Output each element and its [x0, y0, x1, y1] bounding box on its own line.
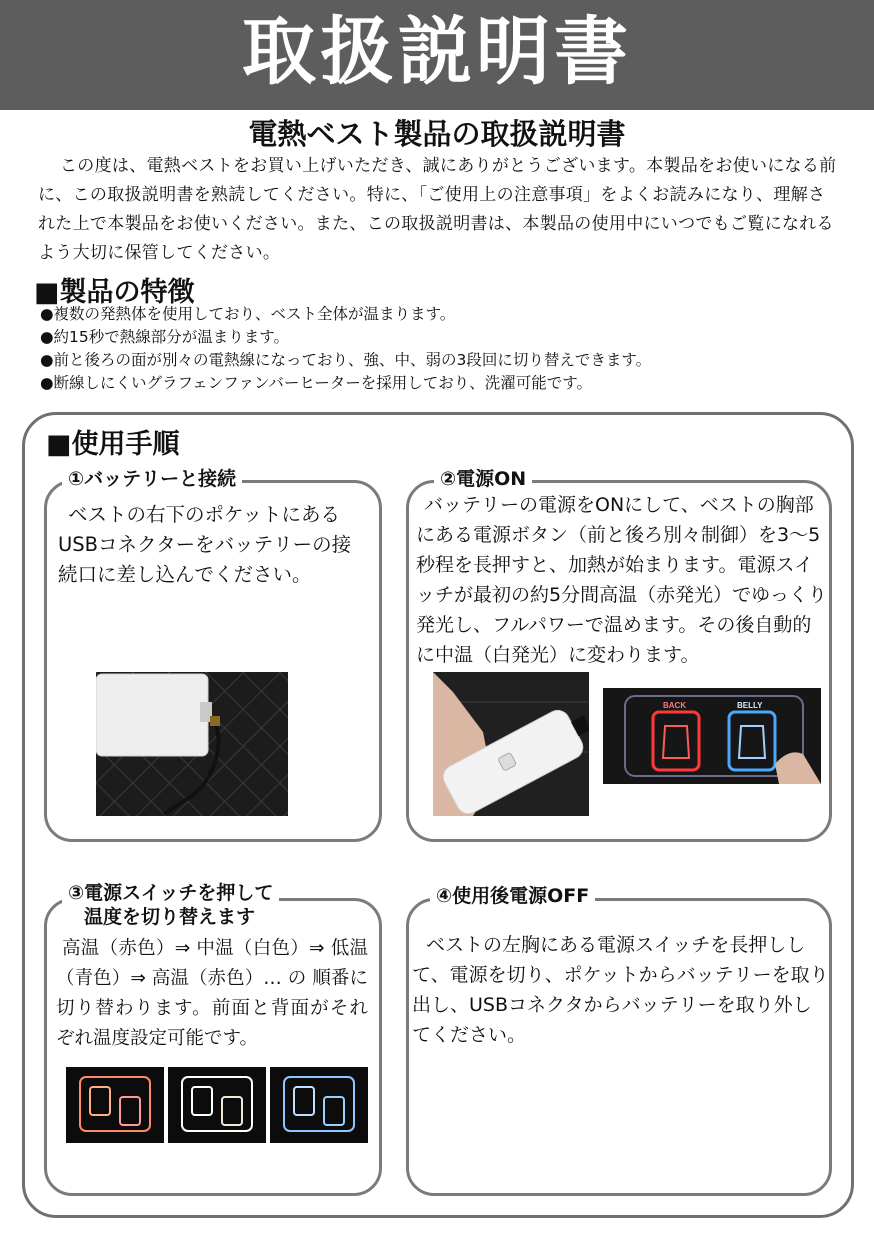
temperature-levels-photo: [66, 1067, 368, 1143]
battery-connection-photo: [96, 672, 288, 816]
step-3-title-line-1: ③電源スイッチを押して: [62, 881, 279, 905]
feature-item: ●約15秒で熱線部分が温まります。: [40, 328, 290, 346]
step-3-title-line-2: 温度を切り替えます: [78, 905, 261, 929]
feature-item: ●断線しにくいグラフェンファンバーヒーターを採用しており、洗濯可能です。: [40, 374, 592, 392]
intro-paragraph: この度は、電熱ベストをお買い上げいただき、誠にありがとうございます。本製品をお使いになる前に、この取扱説明書を熟読してください。特に、「ご使用上の注意事項」をよくお読みになり、理解された上で本製品をお使いください。また、この取扱説明書は、本製品の使用中にいつでもご覧になれるよう大切に保管してください。: [38, 156, 837, 263]
back-label: BACK: [663, 701, 687, 710]
battery-hand-photo: [433, 672, 589, 816]
step-2-title: ②電源ON: [434, 467, 532, 491]
feature-item: ●前と後ろの面が別々の電熱線になっており、強、中、弱の3段回に切り替えできます。: [40, 351, 652, 369]
feature-item: ●複数の発熱体を使用しており、ベスト全体が温まります。: [40, 305, 456, 323]
document-subtitle: 電熱ベスト製品の取扱説明書: [248, 117, 626, 151]
title-banner: [0, 0, 874, 110]
step-3-text: 高温（赤色）⇒ 中温（白色）⇒ 低温（青色）⇒ 高温（赤色）… の 順番に切り替わります。前面と背面がそれぞれ温度設定可能です。: [56, 938, 368, 1049]
features-heading: ■製品の特徴: [34, 277, 195, 308]
belly-label: BELLY: [737, 701, 763, 710]
step-2-text: バッテリーの電源をONにして、ベストの胸部にある電源ボタン（前と後ろ別々制御）を3～5秒程を長押すと、加熱が始まります。電源スイッチが最初の約5分間高温（赤発光）でゆっくり発光し、フルパワーで温めます。その後自動的に中温（白発光）に変わります。: [416, 494, 827, 666]
step-4-title: ④使用後電源OFF: [430, 884, 595, 908]
control-panel-photo: [603, 688, 821, 784]
page-title: 取扱説明書: [242, 9, 632, 95]
features-list: [40, 303, 651, 395]
usage-heading: ■使用手順: [46, 429, 180, 460]
step-1-text: ベストの右下のポケットにあるUSBコネクターをバッテリーの接続口に差し込んでください。: [58, 503, 352, 586]
step-4-text: ベストの左胸にある電源スイッチを長押しして、電源を切り、ポケットからバッテリーを取り出し、USBコネクタからバッテリーを取り外してください。: [412, 934, 829, 1046]
step-1-title: ①バッテリーと接続: [62, 467, 242, 491]
